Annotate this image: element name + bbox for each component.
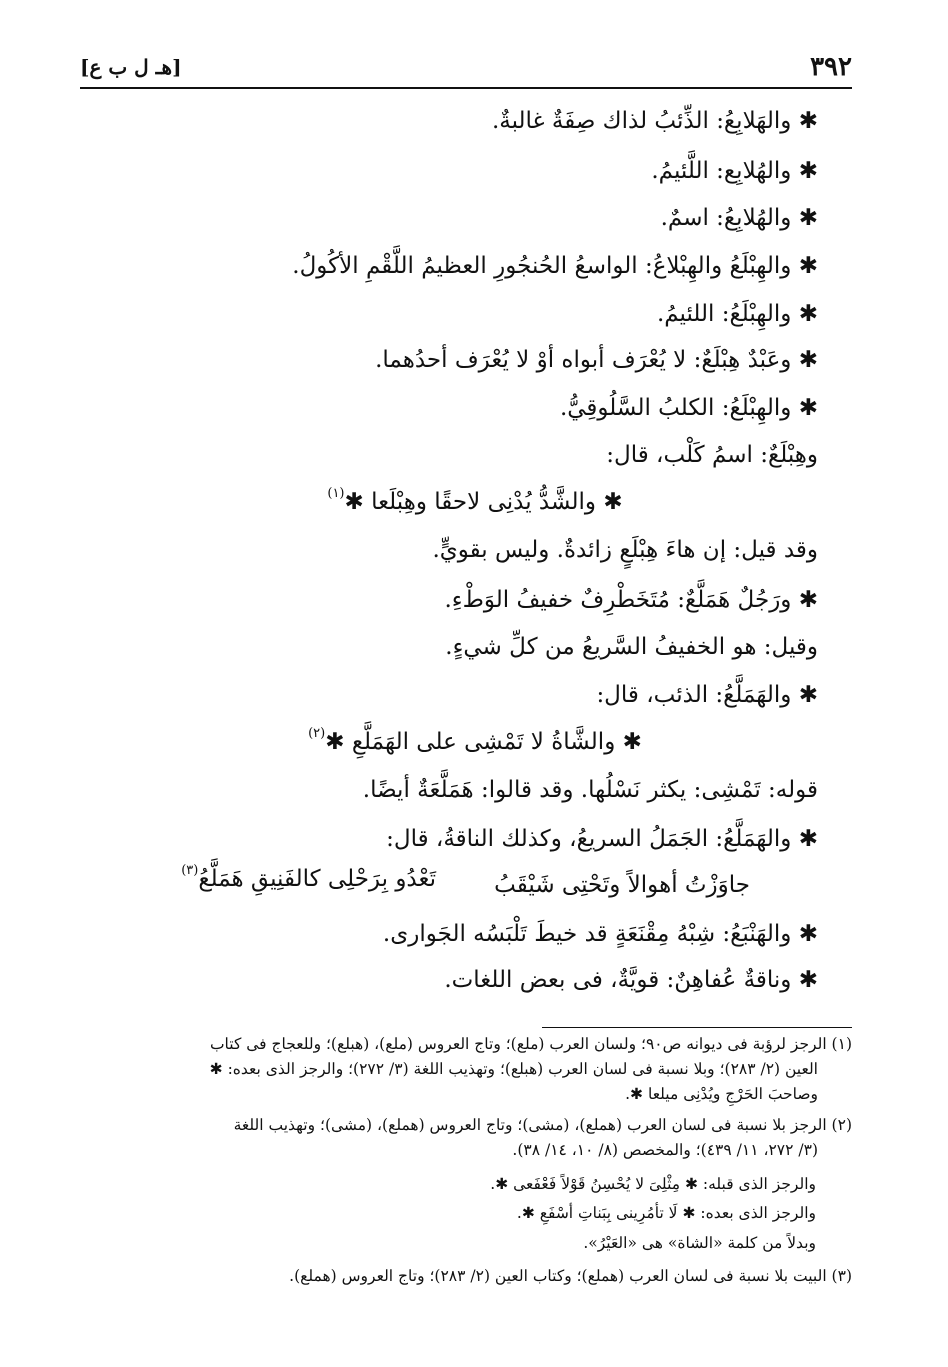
footnote-marker: (٢): [308, 726, 326, 741]
footnote-marker: (٣): [181, 863, 199, 878]
entry-line: ✱ والهِبْلَعُ: اللئيمُ.: [656, 301, 818, 327]
entry-line: قوله: تَمْشِى: يكثر نَسْلُها. وقد قالوا: هَمَلَّعَةٌ أيضًا.: [362, 777, 818, 803]
entry-line: ✱ والهُلابِعُ: اسمٌ.: [660, 205, 818, 231]
running-head-root: [هـ ل ب ع]: [80, 55, 182, 79]
verse-text: ✱ والشَّاةُ لا تَمْشِى على الهَمَلَّعِ ✱: [325, 729, 642, 755]
footnote-line: (١) الرجز لرؤبة فى ديوانه ص٩٠؛ ولسان العرب (ملع)؛ وتاج العروس (ملع)، (هبلع)؛ وللعجاج فى كتاب: [209, 1035, 852, 1053]
entry-line: ✱ والهَنْبَعُ: شِبْهُ مِقْنَعَةٍ قد خيطَ تَلْبَسُه الجَوارى.: [382, 921, 818, 947]
entry-line: ✱ والهَمَلَّعُ: الجَمَلُ السريعُ، وكذلك الناقةُ، قال:: [386, 826, 818, 852]
entry-line: وهِبْلَعٌ: اسمُ كَلْب، قال:: [606, 442, 818, 468]
footnote-line: (٣/ ٢٧٢، ١١/ ٤٣٩)؛ والمخصص (٨/ ١٠، ١٤/ ٣٨).: [512, 1141, 818, 1159]
page-number: ٣٩٢: [810, 52, 852, 82]
footnote-line: وصاحبَ الحَرْجِ ويُدْنِى ميلعا ✱.: [625, 1085, 818, 1103]
verse-text: ✱ والشَّدُّ يُدْنِى لاحقًا وهِبْلَعا ✱: [344, 489, 623, 515]
footnote-rule: [542, 1027, 852, 1028]
verse-text: تَعْدُو بِرَحْلِى كالفَنِيقِ هَمَلَّعُ: [198, 866, 436, 892]
entry-line: ✱ والهِبْلَعُ: الكلبُ السَّلُوقِيُّ.: [559, 395, 818, 421]
verse-second-hemistich: [179, 862, 436, 900]
footnote-line: (٣) البيت بلا نسبة فى لسان العرب (هملع)؛ وكتاب العين (٢/ ٢٨٣)؛ وتاج العروس (هملع).: [289, 1267, 852, 1285]
entry-line: ✱ والهَلابِعُ: الذِّئبُ لذاك صِفَةٌ غالبةٌ.: [491, 108, 818, 134]
verse-first-hemistich: جاوَزْتُ أهوالاً وتَحْتِى شَيْقَبُ: [494, 872, 750, 898]
rajaz-verse-2: [0, 725, 948, 763]
rajaz-verse-1: [0, 485, 948, 523]
footnote-line: والرجز الذى بعده: ✱ لَا تأمُرِينى بِبَناتِ أسْفَعِ ✱.: [516, 1204, 816, 1222]
footnote-line: وبدلاً من كلمة «الشاة» هى «العَيْرُ».: [583, 1234, 816, 1252]
entry-line: ✱ والهُلابِع: اللَّئيمُ.: [651, 158, 818, 184]
entry-line: ✱ وناقةٌ عُفاهِنٌ: قويَّةٌ، فى بعض اللغات.: [444, 967, 818, 993]
entry-line: ✱ والهَمَلَّعُ: الذئب، قال:: [596, 682, 818, 708]
header-rule: [80, 87, 852, 89]
entry-line: ✱ والهِبْلَعُ والهِبْلاعُ: الواسعُ الحُنجُورِ العظيمُ اللَّقْمِ الأكُولُ.: [292, 253, 818, 279]
entry-line: وقيل: هو الخفيفُ السَّريعُ من كلِّ شيءٍ.: [445, 634, 818, 660]
entry-line: ✱ وعَبْدٌ هِبْلَعٌ: لا يُعْرَف أبواه أوْ لا يُعْرَف أحدُهما.: [375, 347, 818, 373]
footnote-line: العين (٢/ ٢٨٣)؛ وبلا نسبة فى لسان العرب (هبلع)؛ وتهذيب اللغة (٣/ ٢٧٢)؛ والرجز الذى بعده: ✱: [209, 1060, 818, 1078]
footnote-line: والرجز الذى قبله: ✱ مِثْلِىَ لا يُحْسِنُ قَوْلاً فَعْفَعى ✱.: [490, 1175, 816, 1193]
entry-line: ✱ ورَجُلٌ هَمَلَّعٌ: مُتَخَطْرِفٌ خفيفُ الوَطْءِ.: [444, 587, 818, 613]
footnote-line: (٢) الرجز بلا نسبة فى لسان العرب (هملع)، (مشى)؛ وتاج العروس (هملع)، (مشى)؛ وتهذيب اللغة: [233, 1116, 852, 1134]
footnote-marker: (١): [327, 486, 345, 501]
entry-line: وقد قيل: إن هاءَ هِبْلَعٍ زائدةٌ. وليس بقويٍّ.: [432, 537, 818, 563]
